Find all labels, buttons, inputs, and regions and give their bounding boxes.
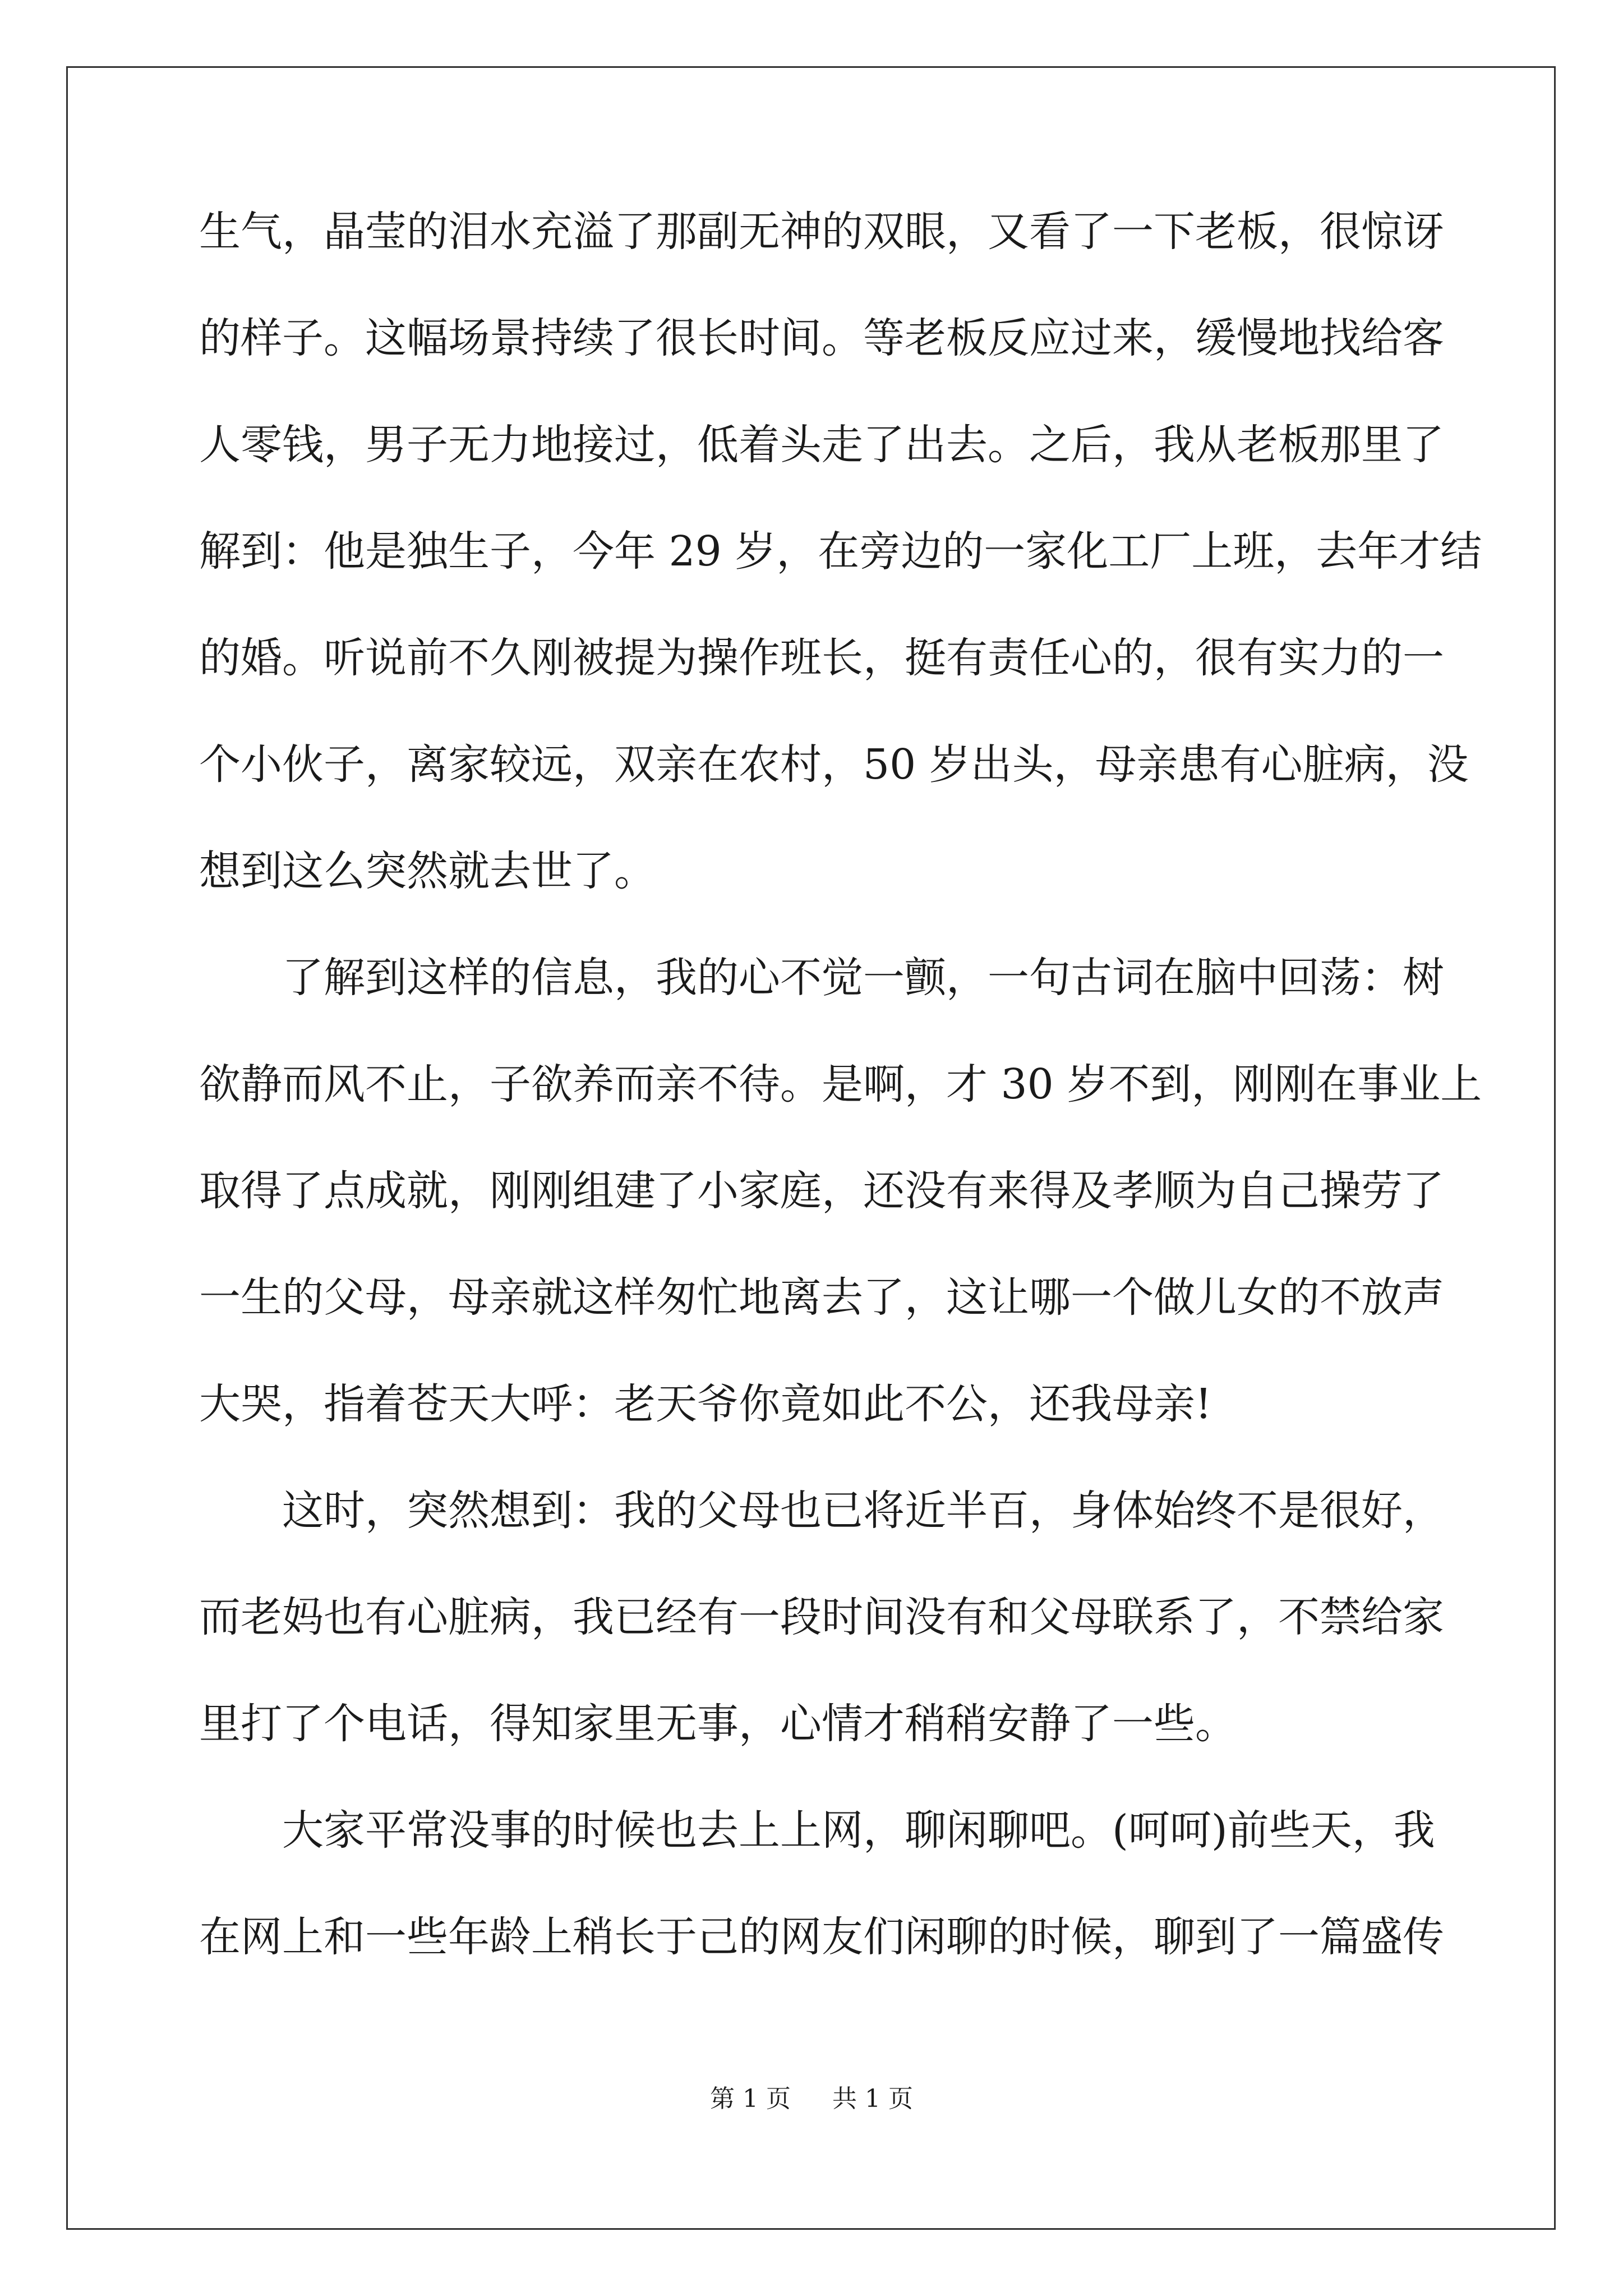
text-line: 取得了点成就，刚刚组建了小家庭，还没有来得及孝顺为自己操劳了 [199,1167,1444,1215]
paragraph-start-line: 这时，突然想到：我的父母也已将近半百，身体始终不是很好， [282,1487,1444,1535]
page-footer [0,2082,1623,2116]
page-total: 共 1 页 [832,2085,913,2113]
page-number: 第 1 页 [710,2085,791,2113]
text-line: 人零钱，男子无力地接过，低着头走了出去。之后，我从老板那里了 [199,421,1444,469]
text-line: 大哭，指着苍天大呼：老天爷你竟如此不公，还我母亲! [199,1380,1212,1428]
text-line: 解到：他是独生子，今年 29 岁，在旁边的一家化工厂上班，去年才结 [199,527,1482,576]
text-line: 一生的父母，母亲就这样匆忙地离去了，这让哪一个做儿女的不放声 [199,1273,1444,1322]
text-line: 的样子。这幅场景持续了很长时间。等老板反应过来，缓慢地找给客 [199,314,1444,362]
paragraph-start-line: 大家平常没事的时候也去上上网，聊闲聊吧。(呵呵)前些天，我 [282,1806,1435,1855]
paragraph-start-line: 了解到这样的信息，我的心不觉一颤，一句古词在脑中回荡：树 [282,954,1444,1002]
text-line: 的婚。听说前不久刚被提为操作班长，挺有责任心的，很有实力的一 [199,634,1444,682]
text-line: 生气，晶莹的泪水充溢了那副无神的双眼，又看了一下老板，很惊讶 [199,208,1444,256]
text-line: 个小伙子，离家较远，双亲在农村，50 岁出头，母亲患有心脏病，没 [199,740,1469,789]
document-body [199,178,1482,1990]
text-line: 里打了个电话，得知家里无事，心情才稍稍安静了一些。 [199,1700,1237,1748]
text-line: 而老妈也有心脏病，我已经有一段时间没有和父母联系了，不禁给家 [199,1593,1444,1641]
text-line: 在网上和一些年龄上稍长于己的网友们闲聊的时候，聊到了一篇盛传 [199,1913,1444,1961]
text-line: 想到这么突然就去世了。 [199,847,656,895]
text-line: 欲静而风不止，子欲养而亲不待。是啊，才 30 岁不到，刚刚在事业上 [199,1060,1482,1108]
